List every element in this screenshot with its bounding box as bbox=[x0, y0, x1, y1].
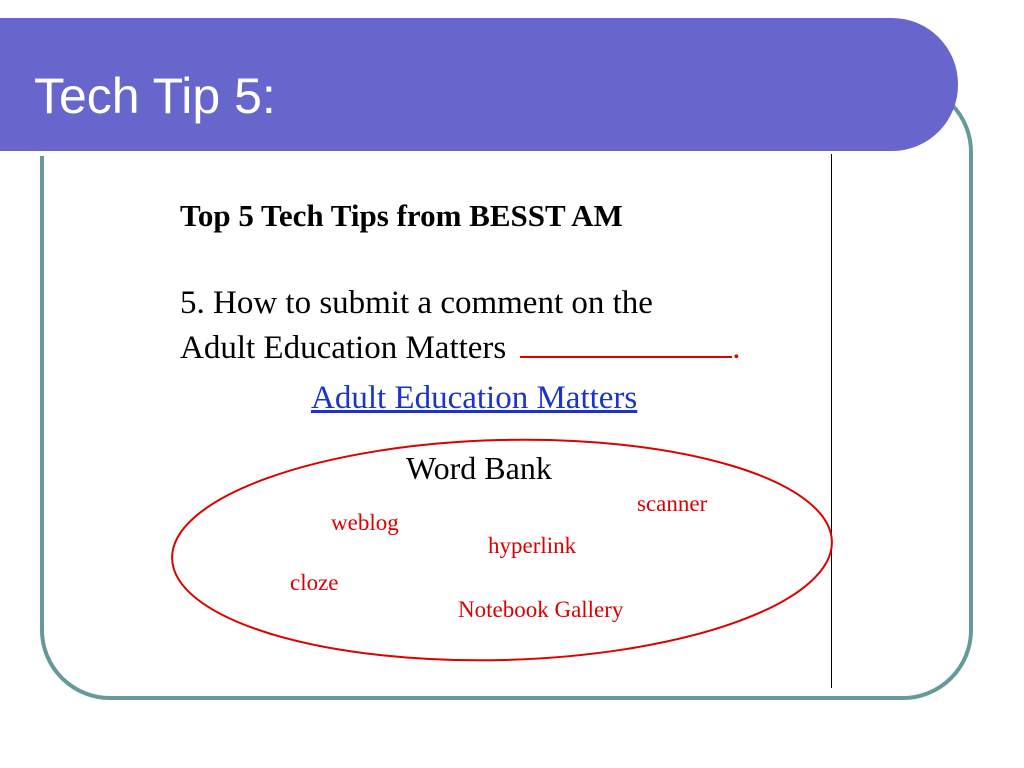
question-line-2 bbox=[180, 328, 741, 367]
question-period: . bbox=[732, 330, 741, 366]
word-bank-title: Word Bank bbox=[406, 450, 552, 486]
word-bank-item: scanner bbox=[637, 491, 708, 516]
title-bar bbox=[0, 18, 958, 151]
title-underline bbox=[0, 151, 905, 156]
word-bank-item: hyperlink bbox=[488, 533, 577, 558]
adult-education-matters-link[interactable]: Adult Education Matters bbox=[311, 380, 638, 416]
question-line-2-text: Adult Education Matters bbox=[180, 330, 507, 366]
word-bank-item: cloze bbox=[290, 570, 339, 595]
word-bank-item: weblog bbox=[331, 510, 399, 535]
content-heading: Top 5 Tech Tips from BESST AM bbox=[180, 198, 623, 233]
question-line-1: 5. How to submit a comment on the bbox=[180, 285, 653, 321]
fill-in-blank bbox=[520, 328, 732, 358]
slide-title: Tech Tip 5: bbox=[34, 68, 276, 124]
word-bank-item: Notebook Gallery bbox=[458, 597, 624, 622]
